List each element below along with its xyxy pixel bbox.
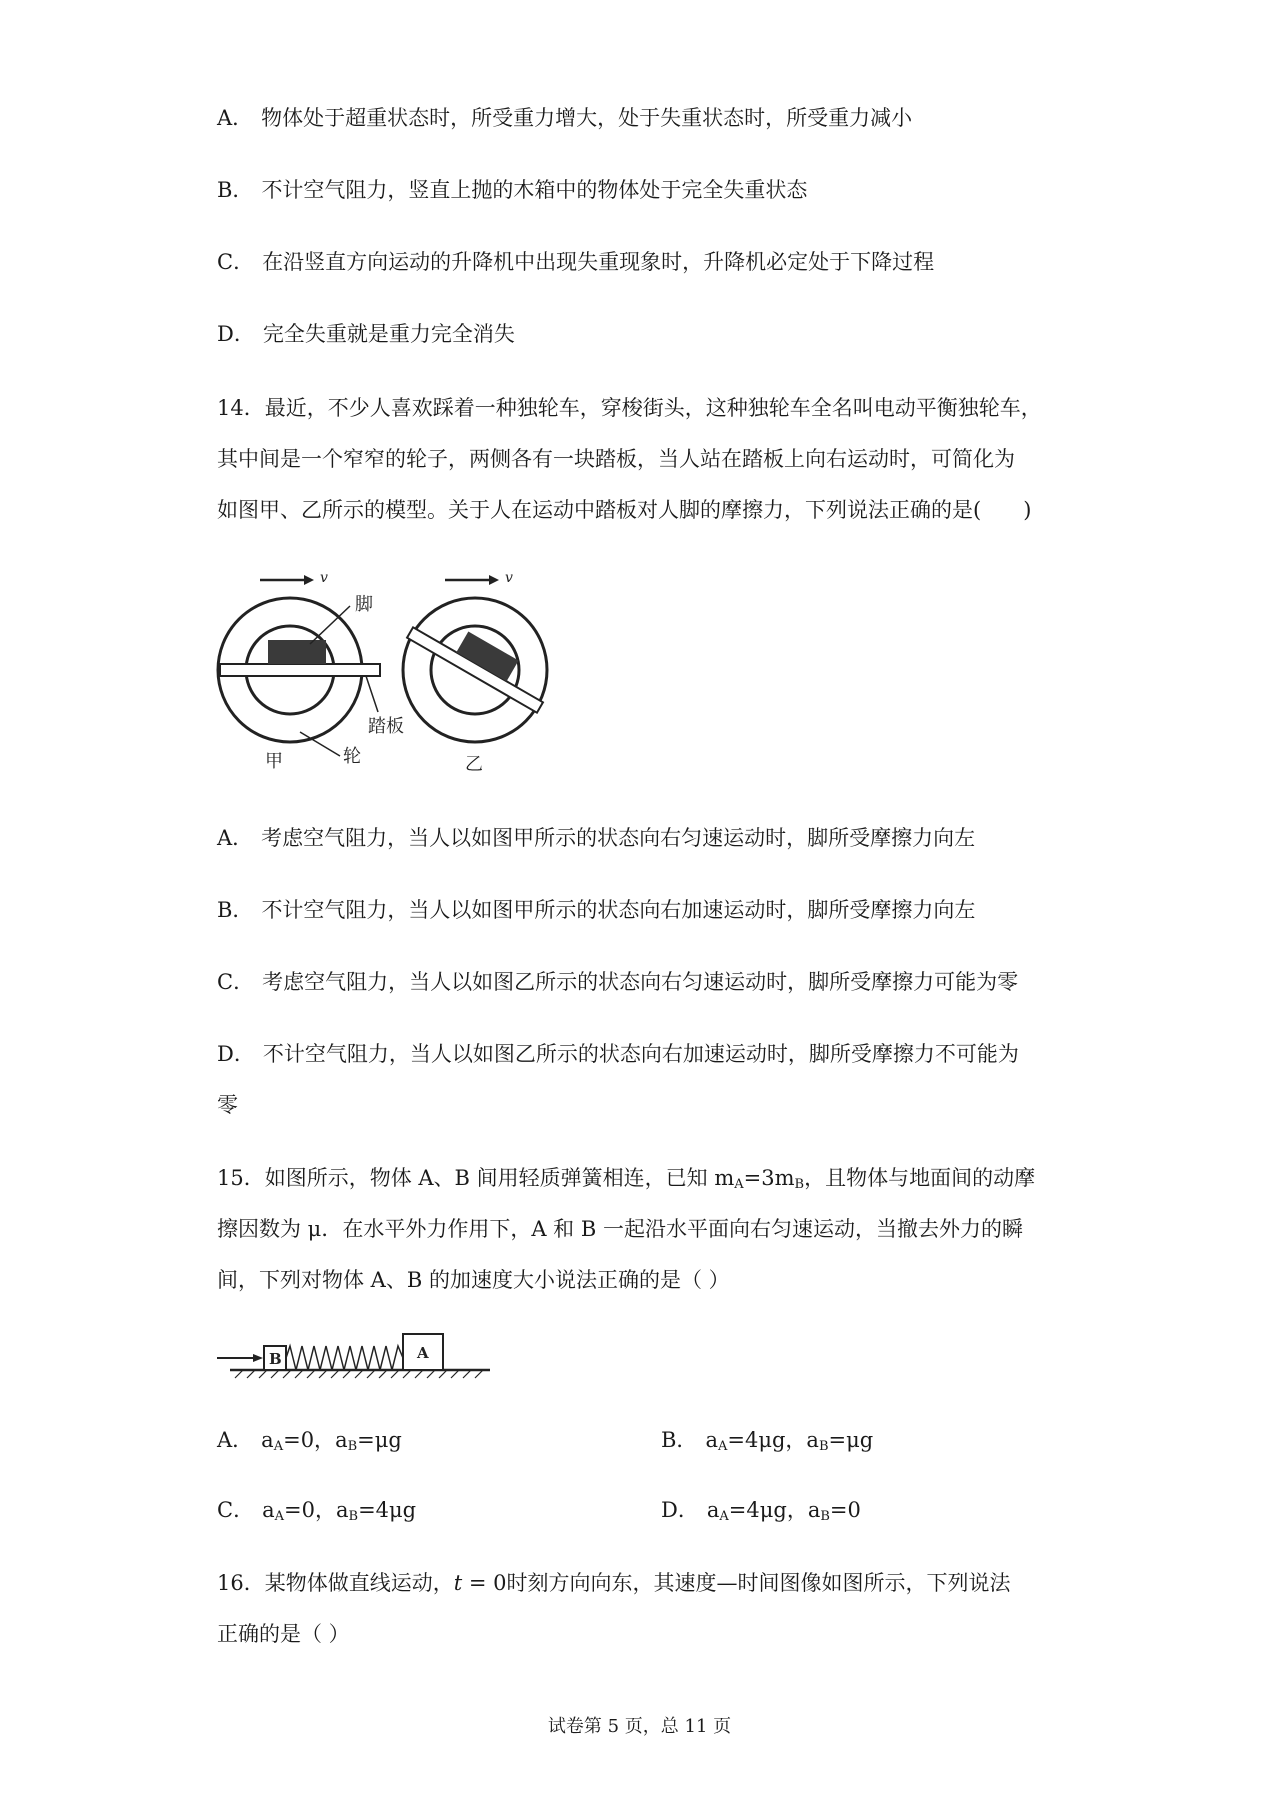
q15-stem-line-3: 间，下列对物体 A、B 的加速度大小说法正确的是（ ） [217,1268,730,1292]
block-b-label: B [269,1350,282,1368]
q13-option-c: C． 在沿竖直方向运动的升降机中出现失重现象时，升降机必定处于下降过程 [217,250,935,274]
block-a-label: A [417,1344,429,1362]
jia-foot [268,640,326,664]
q14-option-c: C． 考虑空气阻力，当人以如图乙所示的状态向右匀速运动时，脚所受摩擦力可能为零 [217,970,1019,994]
wheel-label: 轮 [343,746,361,767]
yi-label: 乙 [465,754,483,775]
yi-velocity-arrowhead [489,575,499,585]
q14-option-b: B． 不计空气阻力，当人以如图甲所示的状态向右加速运动时，脚所受摩擦力向左 [217,898,976,922]
q16-stem-line-1: 16．某物体做直线运动，t = 0时刻方向向东，其速度—时间图像如图所示，下列说法 [217,1571,1011,1595]
spring [286,1346,403,1370]
q14-option-a: A． 考虑空气阻力，当人以如图甲所示的状态向右匀速运动时，脚所受摩擦力向左 [217,826,976,850]
yi-velocity-label: v [505,570,513,586]
q15-stem-line-1: 15．如图所示，物体 A、B 间用轻质弹簧相连，已知 $m_A=3m_B$，且物体与地面间的动摩 [217,1166,1036,1192]
force-arrowhead [253,1354,263,1362]
q14-stem-line-3: 如图甲、乙所示的模型。关于人在运动中踏板对人脚的摩擦力，下列说法正确的是( ) [217,498,1032,522]
q14-stem-line-1: 14．最近，不少人喜欢踩着一种独轮车，穿梭街头，这种独轮车全名叫电动平衡独轮车， [217,396,1042,420]
pedal-label: 踏板 [368,716,404,737]
q15-option-d: D． $a_A=4\mu g$，$a_B=0$ [661,1498,861,1524]
q15-option-b: B． $a_A=4\mu g$，$a_B=\mu g$ [661,1428,874,1454]
q13-option-d: D． 完全失重就是重力完全消失 [217,322,515,346]
q14-unicycle-figure [210,560,570,780]
q14-option-d-continuation: 零 [217,1093,238,1117]
jia-pedal [220,664,380,676]
q15-stem-line-2: 擦因数为 μ．在水平外力作用下，A 和 B 一起沿水平面向右匀速运动，当撤去外力的瞬 [217,1217,1023,1241]
q14-stem-line-2: 其中间是一个窄窄的轮子，两侧各有一块踏板，当人站在踏板上向右运动时，可简化为 [217,447,1015,471]
q13-option-a: A． 物体处于超重状态时，所受重力增大，处于失重状态时，所受重力减小 [217,106,913,130]
jia-velocity-arrowhead [304,575,314,585]
pedal-leader-line [366,676,378,712]
q15-option-a: A． $a_A=0$，$a_B=\mu g$ [217,1428,402,1454]
q15-spring-figure [215,1330,495,1386]
foot-label: 脚 [355,594,373,615]
jia-label: 甲 [265,751,283,772]
q14-option-d: D． 不计空气阻力，当人以如图乙所示的状态向右加速运动时，脚所受摩擦力不可能为 [217,1042,1019,1066]
q13-option-b: B． 不计空气阻力，竖直上抛的木箱中的物体处于完全失重状态 [217,178,808,202]
q16-stem-line-2: 正确的是（ ） [217,1622,350,1646]
jia-velocity-label: v [320,570,328,586]
q15-option-c: C． $a_A=0$，$a_B=4\mu g$ [217,1498,417,1524]
page-footer: 试卷第 5 页，总 11 页 [547,1716,732,1737]
